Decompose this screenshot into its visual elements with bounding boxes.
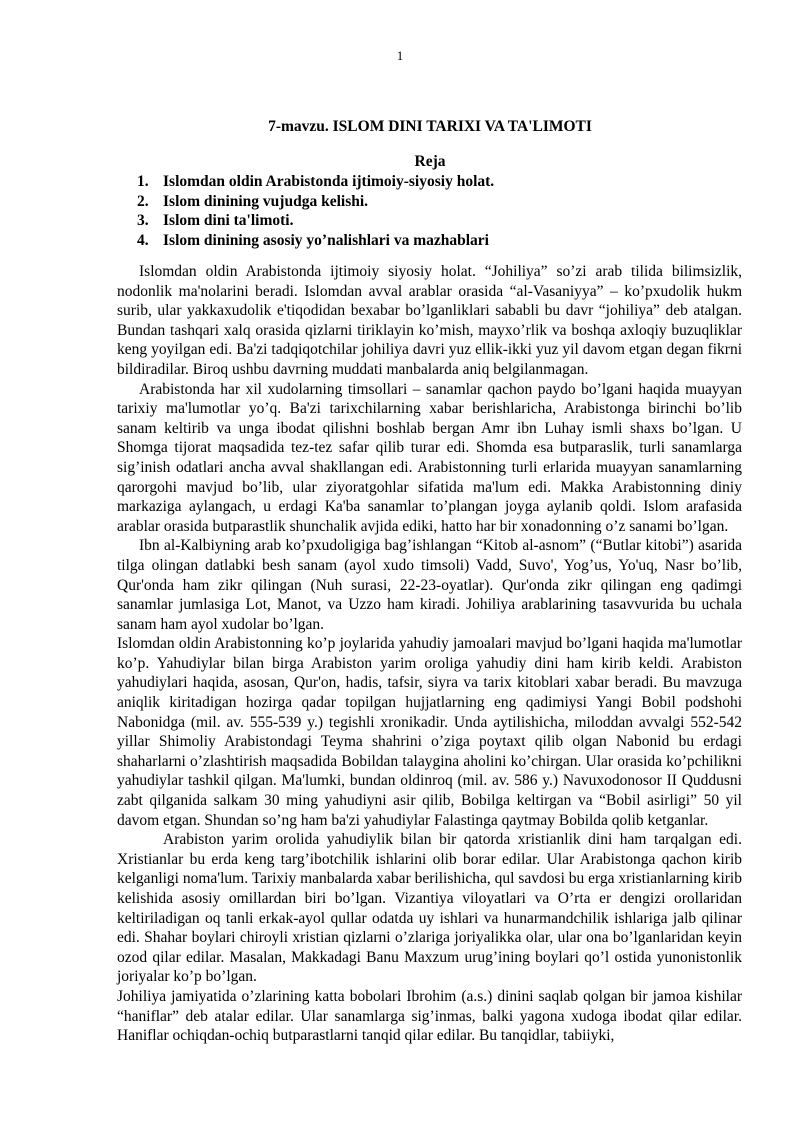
body-text: [117, 262, 742, 1046]
plan-item-number: 4.: [137, 231, 149, 249]
plan-item: [137, 172, 494, 192]
paragraph: Islomdan oldin Arabistonning ko’p joylarida yahudiy jamoalari mavjud bo’lgani haqida ma'lumotlar ko’p. Yahudiylar bilan birga Arabiston yarim oroliga yahudiy dini ham kirib keldi. Arabiston yahudiylari haqida, asosan, Qur'on, hadis, tafsir, siyra va tarix kitoblari xabar beradi. Bu mavzuga aniqlik kiritadigan hozirga qadar topilgan hujjatlarning eng qadimiysi Yangi Bobil podshohi Nabonidga (mil. av. 555-539 y.) tegishli xronikadir. Unda aytilishicha, miloddan avvalgi 552-542 yillar Shimoliy Arabistondagi Teyma shahrini o’ziga poytaxt qilib olgan Nabonid bu erdagi shaharlarni o’zlashtirish maqsadida Bobildan talaygina aholini ko’chirgan. Ular orasida ko’pchilikni yahudiylar tashkil qilgan. Ma'lumki, bundan oldinroq (mil. av. 586 y.) Navuxodonosor II Quddusni zabt qilganida salkam 30 ming yahudiyni asir qilib, Bobilga keltirgan va “Bobil asirligi” 50 yil davom etgan. Shundan so’ng ham ba'zi yahudiylar Falastinga qaytmay Bobilda qolib ketganlar.: [117, 635, 742, 829]
plan-item-number: 2.: [137, 192, 149, 210]
paragraph: Arabiston yarim orolida yahudiylik bilan bir qatorda xristianlik dini ham tarqalgan edi. Xristianlar bu erda keng targ’ibotchilik ishlarini olib borar edilar. Ular Arabistonga qachon kirib kelganligi noma'lum. Tarixiy manbalarda xabar berilishicha, qul savdosi bu erga xristianlarning kirib kelishida asosiy omillardan biri bo’lgan. Vizantiya viloyatlari va O’rta er dengizi orollaridan keltiriladigan oq tanli erkak-ayol qullar odatda uy ishlari va hunarmandchilik ishlariga jalb qilinar edi. Shahar boylari chiroyli xristian qizlarni o’zlariga joriyalikka olar, ular ona bo’lganlaridan keyin ozod qilar edilar. Masalan, Makkadagi Banu Maxzum urug’ining boylari qo’l ostida yunonistonlik joriyalar ko’p bo’lgan.: [117, 831, 742, 986]
plan-item-text: Islom dinining vujudga kelishi.: [163, 192, 369, 210]
plan-item-text: Islomdan oldin Arabistonda ijtimoiy-siyosiy holat.: [163, 173, 495, 190]
plan-heading: Reja: [414, 153, 446, 170]
plan-item-text: Islom dini ta'limoti.: [163, 212, 294, 229]
plan-item-text: Islom dinining asosiy yo’nalishlari va mazhablari: [163, 231, 489, 249]
paragraph: Ibn al-Kalbiyning arab ko’pxudoligiga bag’ishlangan “Kitob al-asnom” (“Butlar kitobi”) asarida tilga olingan datlabki besh sanam (ayol xudo timsoli) Vadd, Suvo', Yog’us, Yo'uq, Nasr bo’lib, Qur'onda ham zikr qilingan (Nuh surasi, 22-23-oyatlar). Qur'onda zikr qilingan eng qadimgi sanamlar jumlasiga Lot, Manot, va Uzzo ham kiradi. Johiliya arablarining tasavvurida bu uchala sanam ham ayol xudolar bo’lgan.: [117, 537, 742, 633]
plan-list: [137, 172, 494, 250]
document-title: 7-mavzu. ISLOM DINI TARIXI VA TA'LIMOTI: [268, 118, 592, 135]
paragraph: Johiliya jamiyatida o’zlarining katta bobolari Ibrohim (a.s.) dinini saqlab qolgan bir jamoa kishilar “haniflar” deb atalar edilar. Ular sanamlarga sig’inmas, balki yagona xudoga ibodat qilar edilar. Haniflar ochiqdan-ochiq butparastlarni tanqid qilar edilar. Bu tanqidlar, tabiiyki,: [117, 987, 742, 1045]
plan-item-number: 3.: [137, 212, 149, 229]
plan-item: [137, 231, 494, 251]
plan-item: [137, 192, 494, 212]
plan-item-number: 1.: [137, 173, 149, 190]
plan-item: [137, 211, 494, 231]
paragraph: Islomdan oldin Arabistonda ijtimoiy siyosiy holat. “Johiliya” so’zi arab tilida bilimsizlik, nodonlik ma'nolarini beradi. Islomdan avval arablar orasida “al-Vasaniyya” – ko’pxudolik hukm surib, ular yakkaxudolik e'tiqodidan bexabar bo’lganliklari sababli bu davr “johiliya” deb atalgan. Bundan tashqari xalq orasida qizlarni tiriklayin ko’mish, mayxo’rlik va boshqa axloqiy buzuqliklar keng yoyilgan edi. Ba'zi tadqiqotchilar johiliya davri yuz ellik-ikki yuz yil davom etgan degan fikrni bildiradilar. Biroq ushbu davrning muddati manbalarda aniq belgilanmagan.: [117, 263, 742, 378]
paragraph: Arabistonda har xil xudolarning timsollari – sanamlar qachon paydo bo’lgani haqida muayyan tarixiy ma'lumotlar yo’q. Ba'zi tarixchilarning xabar berishlaricha, Arabistonga birinchi bo’lib sanam keltirib va unga ibodat qilishni boshlab bergan Amr ibn Luhay ismli shaxs bo’lgan. U Shomga tijorat maqsadida tez-tez safar qilib turar edi. Shomda esa butparaslik, turli sanamlarga sig’inish odatlari ancha avval shakllangan edi. Arabistonning turli erlarida muayyan sanamlarning qarorgohi mavjud bo’lib, ular ziyoratgohlar sifatida ma'lum edi. Makka Arabistonning diniy markaziga aylangach, u erdagi Ka'ba sanamlar to’plangan joyga aylanib qoldi. Islom arafasida arablar orasida butparastlik shunchalik avjida ediki, hatto har bir xonadonning o’z sanami bo’lgan.: [117, 380, 742, 535]
page-number: 1: [396, 48, 404, 63]
